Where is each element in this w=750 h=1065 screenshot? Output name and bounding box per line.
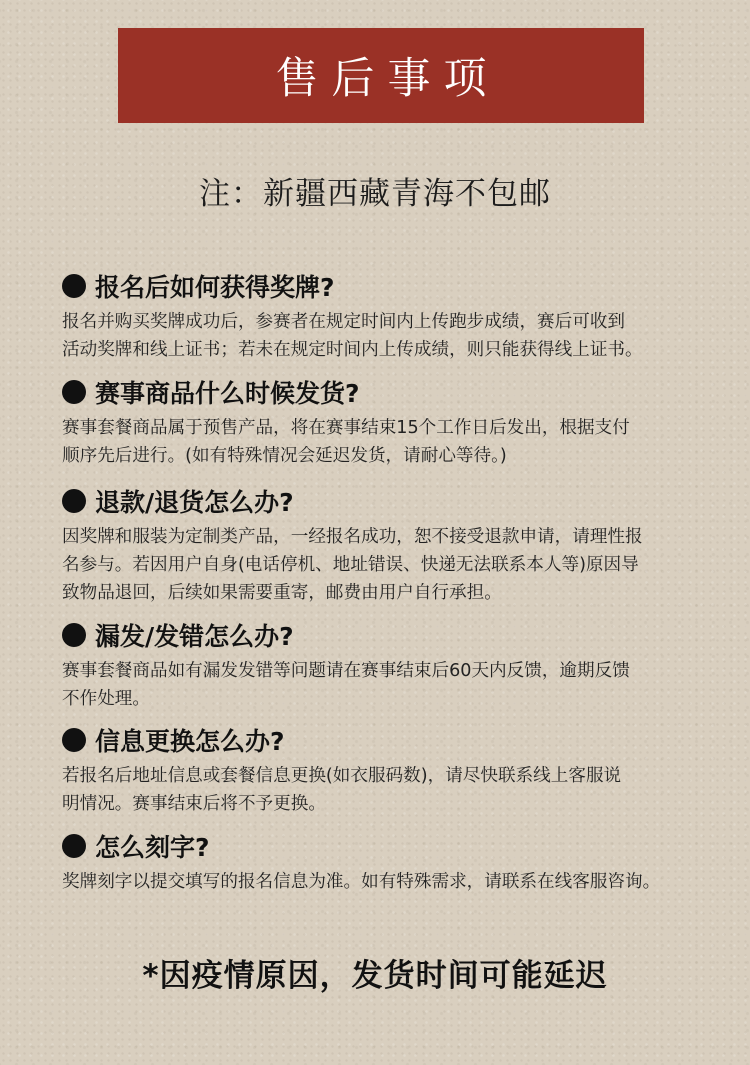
faq-answer bbox=[62, 308, 722, 364]
bullet-icon bbox=[62, 834, 86, 858]
faq-answer-line: 不作处理。 bbox=[62, 689, 150, 709]
faq-answer-line: 若报名后地址信息或套餐信息更换(如衣服码数)，请尽快联系线上客服说 bbox=[62, 766, 622, 786]
bullet-icon bbox=[62, 728, 86, 752]
faq-item-medal bbox=[62, 266, 722, 364]
bullet-icon bbox=[62, 274, 86, 298]
page-title: 售后事项 bbox=[275, 54, 500, 104]
faq-answer-line: 顺序先后进行。(如有特殊情况会延迟发货，请耐心等待。) bbox=[62, 446, 507, 466]
faq-answer-line: 名参与。若因用户自身(电话停机、地址错误、快递无法联系本人等)原因导 bbox=[62, 555, 639, 575]
bullet-icon bbox=[62, 623, 86, 647]
faq-question: 赛事商品什么时候发货? bbox=[95, 379, 360, 408]
faq-answer-line: 赛事套餐商品如有漏发发错等问题请在赛事结束后60天内反馈，逾期反馈 bbox=[62, 661, 630, 681]
faq-question-row bbox=[62, 481, 722, 521]
faq-question-row bbox=[62, 720, 722, 760]
bullet-icon bbox=[62, 489, 86, 513]
faq-item-shipping-time bbox=[62, 372, 722, 470]
faq-item-refund bbox=[62, 481, 722, 607]
faq-answer bbox=[62, 657, 722, 713]
faq-answer-line: 活动奖牌和线上证书；若未在规定时间内上传成绩，则只能获得线上证书。 bbox=[62, 340, 643, 360]
faq-answer-line: 因奖牌和服装为定制类产品，一经报名成功，恕不接受退款申请，请理性报 bbox=[62, 527, 643, 547]
faq-answer-line: 奖牌刻字以提交填写的报名信息为准。如有特殊需求，请联系在线客服咨询。 bbox=[62, 872, 661, 892]
shipping-note: 注：新疆西藏青海不包邮 bbox=[199, 176, 551, 212]
faq-answer-line: 明情况。赛事结束后将不予更换。 bbox=[62, 794, 326, 814]
faq-question: 信息更换怎么办? bbox=[95, 727, 285, 756]
faq-answer-line: 赛事套餐商品属于预售产品，将在赛事结束15个工作日后发出，根据支付 bbox=[62, 418, 630, 438]
faq-question: 漏发/发错怎么办? bbox=[95, 622, 294, 651]
faq-answer-line: 致物品退回，后续如果需要重寄，邮费由用户自行承担。 bbox=[62, 583, 502, 603]
faq-question-row bbox=[62, 372, 722, 412]
delay-notice: *因疫情原因，发货时间可能延迟 bbox=[142, 958, 608, 994]
faq-question: 报名后如何获得奖牌? bbox=[95, 273, 335, 302]
faq-answer-line: 报名并购买奖牌成功后，参赛者在规定时间内上传跑步成绩，赛后可收到 bbox=[62, 312, 626, 332]
bullet-icon bbox=[62, 380, 86, 404]
faq-item-missing-wrong bbox=[62, 615, 722, 713]
faq-item-info-change bbox=[62, 720, 722, 818]
faq-item-engraving bbox=[62, 826, 722, 896]
faq-answer bbox=[62, 414, 722, 470]
faq-answer bbox=[62, 868, 722, 896]
faq-answer bbox=[62, 523, 722, 607]
faq-answer bbox=[62, 762, 722, 818]
header-banner bbox=[118, 28, 644, 123]
faq-question: 怎么刻字? bbox=[95, 833, 210, 862]
faq-question-row bbox=[62, 826, 722, 866]
faq-question: 退款/退货怎么办? bbox=[95, 488, 294, 517]
faq-question-row bbox=[62, 266, 722, 306]
faq-question-row bbox=[62, 615, 722, 655]
